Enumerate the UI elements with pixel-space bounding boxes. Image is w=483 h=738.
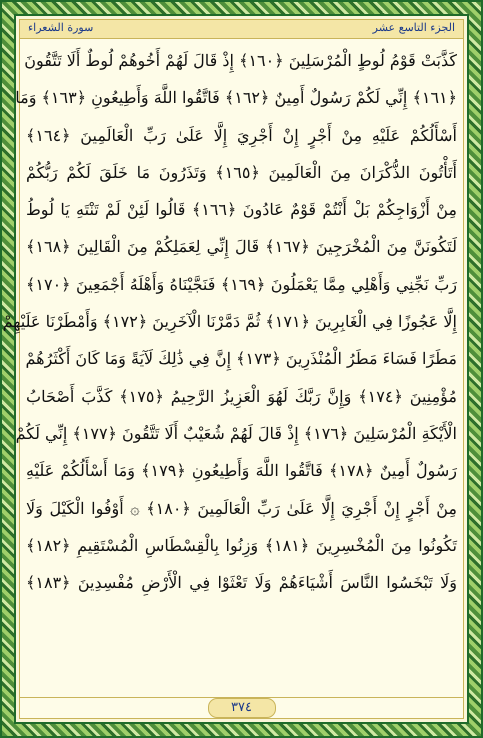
text-line: رَبِّ نَجِّنِي وَأَهْلِي مِمَّا يَعْمَلُونَ ﴿١٦٩﴾ فَنَجَّيْنَاهُ وَأَهْلَهُ أَجْمَعِينَ ﴿١٧٠﴾ bbox=[26, 274, 457, 294]
surah-label: سورة الشعراء bbox=[28, 21, 94, 34]
text-line: كَذَّبَتْ قَوْمُ لُوطٍ الْمُرْسَلِينَ ﴿١٦٠﴾ إِذْ قَالَ لَهُمْ أَخُوهُمْ لُوطٌ أَلَا تَتَّقُونَ bbox=[24, 51, 457, 70]
text-line: تَكُونُوا مِنَ الْمُخْسِرِينَ ﴿١٨١﴾ وَزِنُوا بِالْقِسْطَاسِ الْمُسْتَقِيمِ ﴿١٨٢﴾ bbox=[26, 535, 457, 555]
text-line: مَطَرًا فَسَاءَ مَطَرُ الْمُنْذَرِينَ ﴿١٧٣﴾ إِنَّ فِي ذَٰلِكَ لَآيَةً وَمَا كَانَ أَكْثَرُهُمْ bbox=[25, 349, 457, 369]
text-line: رَسُولٌ أَمِينٌ ﴿١٧٨﴾ فَاتَّقُوا اللَّهَ وَأَطِيعُونِ ﴿١٧٩﴾ وَمَا أَسْأَلُكُمْ عَلَيْهِ bbox=[26, 461, 458, 481]
text-line: إِلَّا عَجُوزًا فِي الْغَابِرِينَ ﴿١٧١﴾ ثُمَّ دَمَّرْنَا الْآخَرِينَ ﴿١٧٢﴾ وَأَمْطَرْنَا عَلَيْهِمْ bbox=[2, 312, 457, 332]
text-line: وَلَا تَبْخَسُوا النَّاسَ أَشْيَاءَهُمْ وَلَا تَعْثَوْا فِي الْأَرْضِ مُفْسِدِينَ ﴿١٨٣﴾ bbox=[26, 573, 457, 593]
page-header bbox=[20, 20, 463, 39]
text-line: مِنْ أَجْرٍ إِنْ أَجْرِيَ إِلَّا عَلَىٰ رَبِّ الْعَالَمِينَ ﴿١٨٠﴾ ۞ أَوْفُوا الْكَيْلَ وَلَا bbox=[26, 498, 457, 518]
text-line: الْأَيْكَةِ الْمُرْسَلِينَ ﴿١٧٦﴾ إِذْ قَالَ لَهُمْ شُعَيْبٌ أَلَا تَتَّقُونَ ﴿١٧٧﴾ إِنِّي لَكُمْ bbox=[15, 423, 457, 443]
page-footer bbox=[20, 697, 463, 718]
text-line: مُؤْمِنِينَ ﴿١٧٤﴾ وَإِنَّ رَبَّكَ لَهُوَ الْعَزِيزُ الرَّحِيمُ ﴿١٧٥﴾ كَذَّبَ أَصْحَابُ bbox=[26, 386, 458, 406]
text-line: أَتَأْتُونَ الذُّكْرَانَ مِنَ الْعَالَمِينَ ﴿١٦٥﴾ وَتَذَرُونَ مَا خَلَقَ لَكُمْ رَبُّكُمْ bbox=[26, 162, 457, 182]
text-line: ﴿١٦١﴾ إِنِّي لَكُمْ رَسُولٌ أَمِينٌ ﴿١٦٢﴾ فَاتَّقُوا اللَّهَ وَأَطِيعُونِ ﴿١٦٣﴾ وَمَا bbox=[15, 88, 457, 108]
text-line: مِنْ أَزْوَاجِكُمْ بَلْ أَنْتُمْ قَوْمٌ عَادُونَ ﴿١٦٦﴾ قَالُوا لَئِنْ لَمْ تَنْتَهِ يَا لُوطُ bbox=[26, 200, 457, 220]
text-line: لَتَكُونَنَّ مِنَ الْمُخْرَجِينَ ﴿١٦٧﴾ قَالَ إِنِّي لِعَمَلِكُمْ مِنَ الْقَالِينَ ﴿١٦٨﴾ bbox=[26, 237, 457, 257]
page-number: ٣٧٤ bbox=[208, 698, 276, 718]
juz-label: الجزء التاسع عشر bbox=[372, 21, 455, 34]
verse-lines bbox=[2, 42, 458, 601]
mushaf-page bbox=[2, 19, 464, 719]
text-line: أَسْأَلُكُمْ عَلَيْهِ مِنْ أَجْرٍ إِنْ أَجْرِيَ إِلَّا عَلَىٰ رَبِّ الْعَالَمِينَ ﴿١٦٤﴾ bbox=[26, 125, 457, 145]
